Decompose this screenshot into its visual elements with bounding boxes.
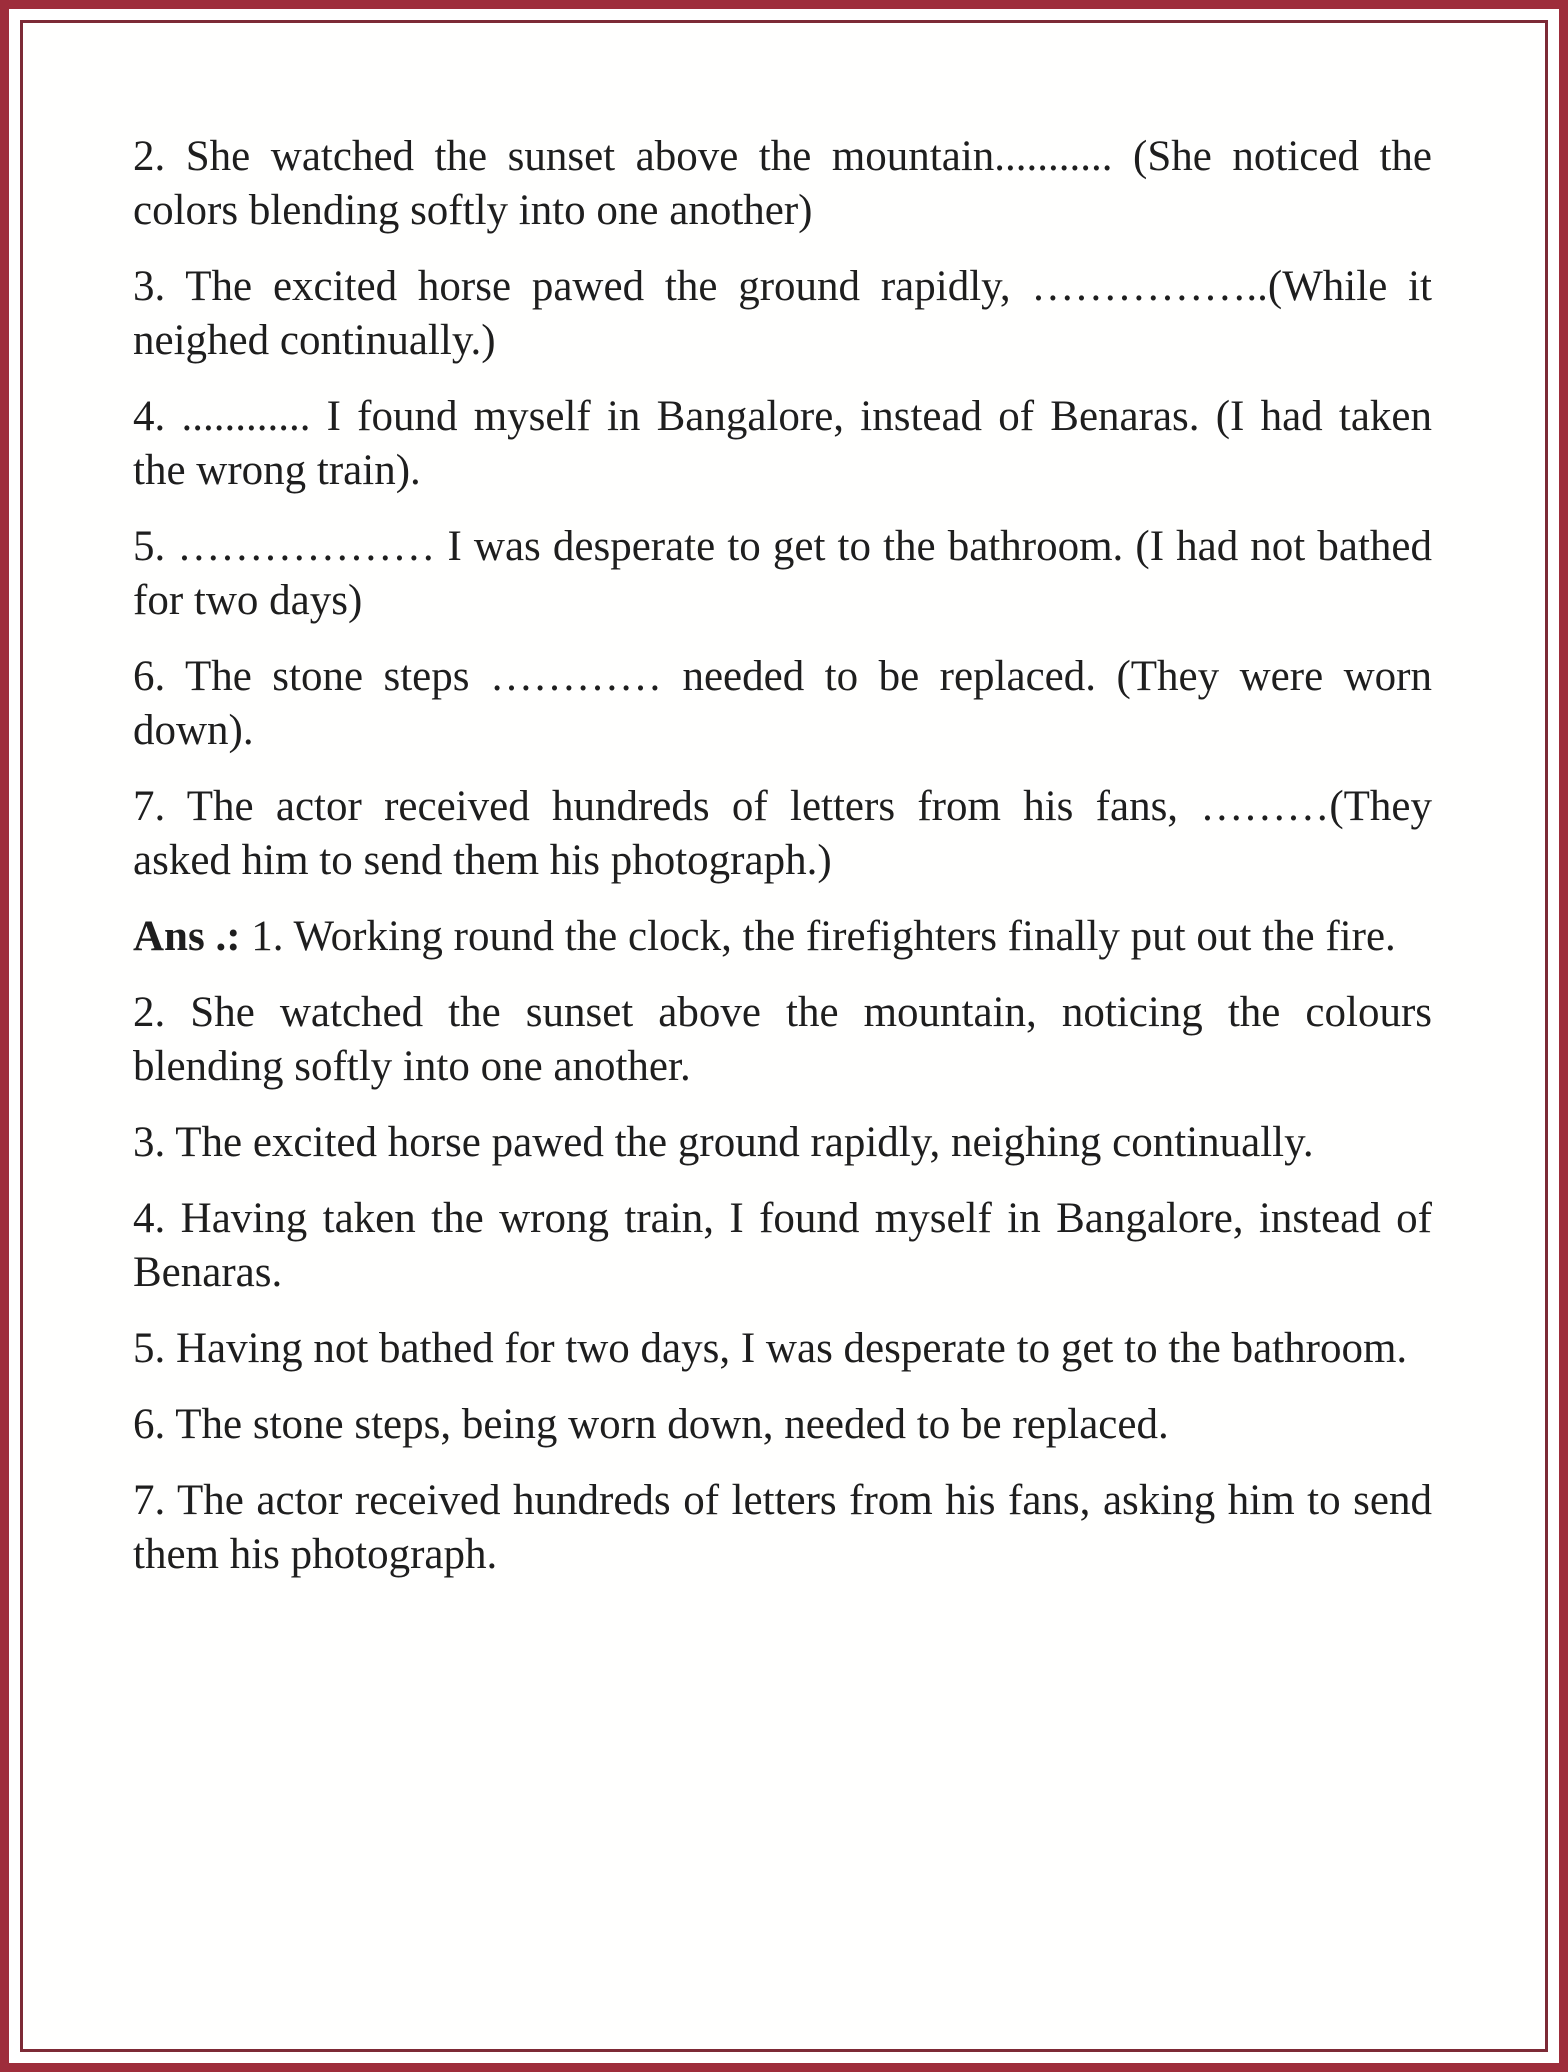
question-3: [133, 260, 1432, 368]
question-4-line-1: 4. ............ I found myself in Bangalore, instead of Benaras. (I had taken: [133, 393, 1432, 440]
answer-1-text: 1. Working round the clock, the firefighters finally put out the fire.: [240, 913, 1396, 960]
question-7-line-2: asked him to send them his photograph.): [133, 837, 832, 884]
question-4-line-2: the wrong train).: [133, 447, 421, 494]
answer-4-line-2: Benaras.: [133, 1249, 283, 1296]
answer-6: [133, 1398, 1432, 1452]
answer-7-line-1: 7. The actor received hundreds of letters from his fans, asking him to send: [133, 1477, 1432, 1524]
answer-5-line-1: 5. Having not bathed for two days, I was desperate to get to the bathroom.: [133, 1325, 1408, 1372]
question-5-line-1: 5. ……………… I was desperate to get to the bathroom. (I had not bathed: [133, 523, 1432, 570]
answer-3: [133, 1116, 1432, 1170]
answer-4-line-1: 4. Having taken the wrong train, I found myself in Bangalore, instead of: [133, 1195, 1432, 1242]
answer-2-line-1: 2. She watched the sunset above the mountain, noticing the colours: [133, 989, 1432, 1036]
document-body: [133, 130, 1432, 1604]
question-2: [133, 130, 1432, 238]
answers-label: Ans .:: [133, 913, 241, 960]
question-6: [133, 650, 1432, 758]
question-2-line-2: colors blending softly into one another): [133, 187, 813, 234]
question-7-line-1: 7. The actor received hundreds of letters from his fans, ………(They: [133, 783, 1432, 830]
answer-5: [133, 1322, 1432, 1376]
question-6-line-1: 6. The stone steps ………… needed to be replaced. (They were worn: [133, 653, 1432, 700]
question-7: [133, 780, 1432, 888]
question-3-line-2: neighed continually.): [133, 317, 496, 364]
question-5-line-2: for two days): [133, 577, 363, 624]
answer-2: [133, 986, 1432, 1094]
question-2-line-1: 2. She watched the sunset above the mountain........... (She noticed the: [133, 133, 1432, 180]
answer-2-line-2: blending softly into one another.: [133, 1043, 691, 1090]
answer-6-line-1: 6. The stone steps, being worn down, needed to be replaced.: [133, 1401, 1169, 1448]
answer-7-line-2: them his photograph.: [133, 1531, 498, 1578]
question-3-line-1: 3. The excited horse pawed the ground rapidly, ……………..(While it: [133, 263, 1432, 310]
answer-7: [133, 1474, 1432, 1582]
question-6-line-2: down).: [133, 707, 254, 754]
question-4: [133, 390, 1432, 498]
answer-4: [133, 1192, 1432, 1300]
question-5: [133, 520, 1432, 628]
answer-1: [133, 910, 1432, 964]
answer-3-line-1: 3. The excited horse pawed the ground rapidly, neighing continually.: [133, 1119, 1314, 1166]
answer-1-line: [133, 910, 1432, 964]
